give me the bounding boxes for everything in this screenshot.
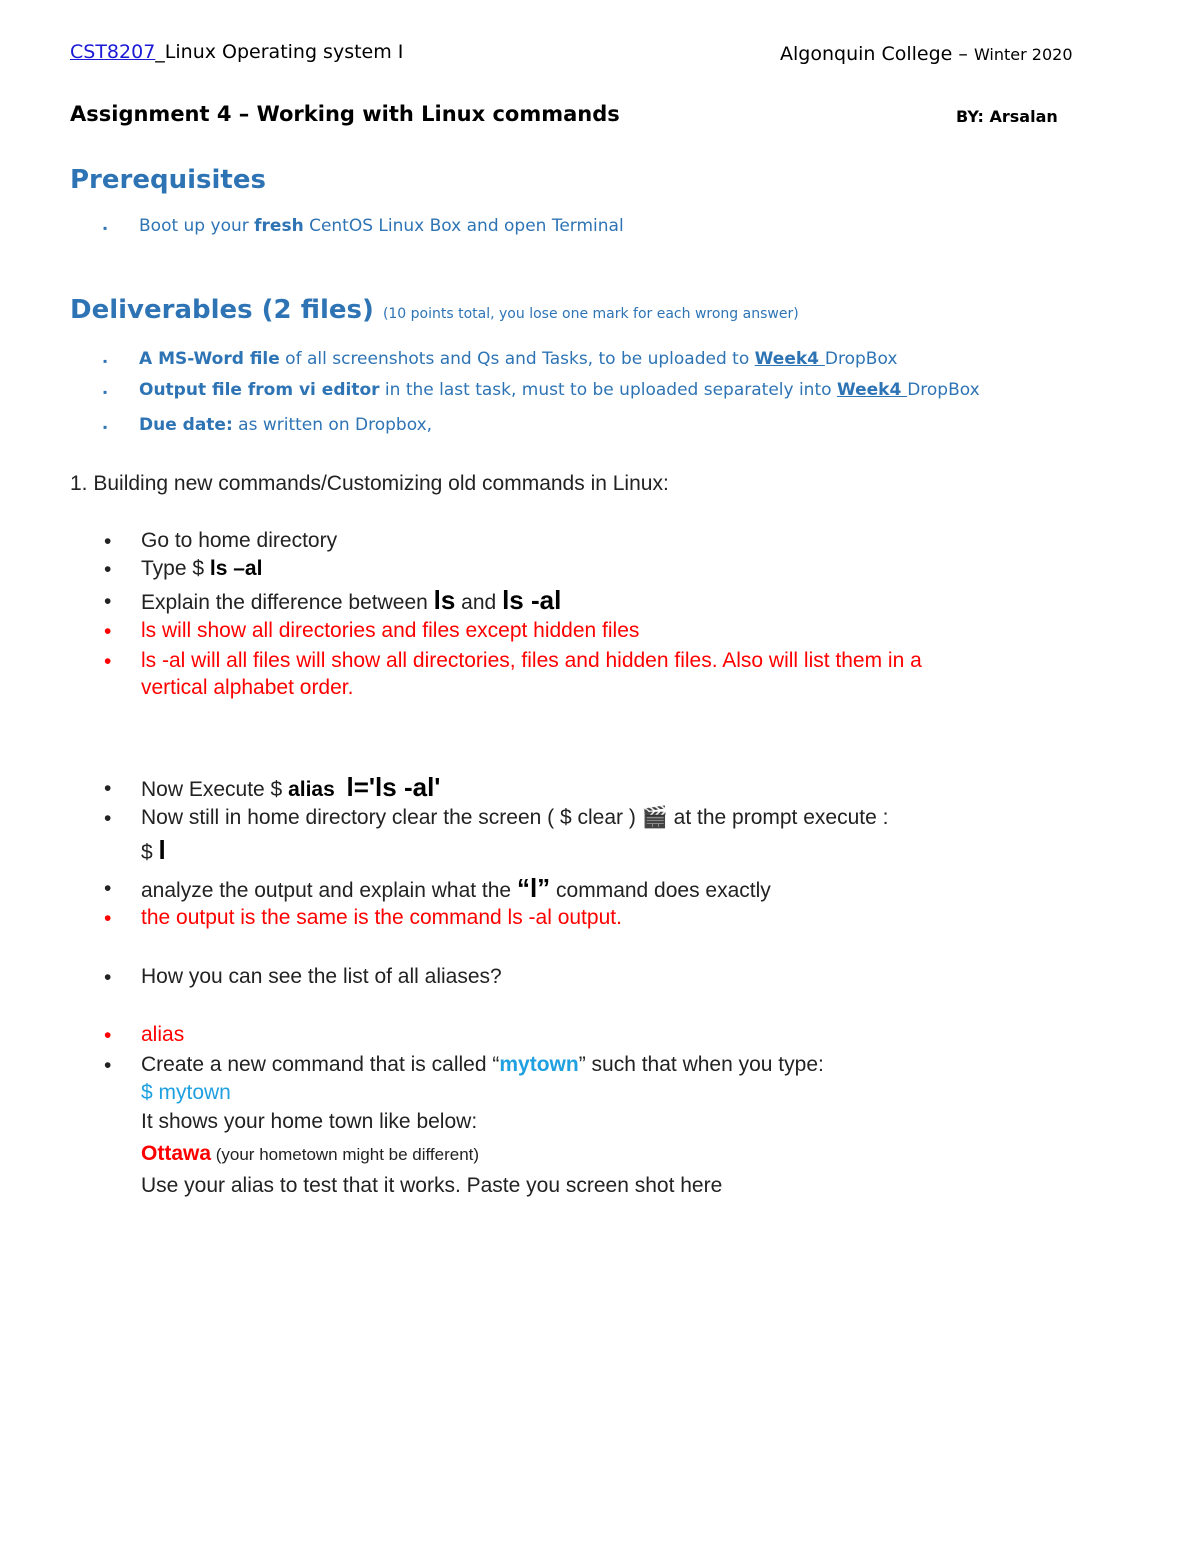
deliverable-text: in the last task, must to be uploaded separately into bbox=[379, 380, 837, 400]
screenshot-instruction: Use your alias to test that it works. Paste you screen shot here bbox=[141, 1174, 723, 1197]
task-text: Now Execute $ bbox=[141, 778, 289, 801]
answer-alias: alias bbox=[141, 1023, 185, 1046]
college-term bbox=[780, 43, 1073, 65]
task-text: Explain the difference between bbox=[141, 591, 434, 614]
task-text: ” such that when you type: bbox=[578, 1053, 824, 1076]
deliverables-heading bbox=[70, 295, 799, 325]
task-clear-screen: Now still in home directory clear the screen ( $ clear ) 🎬 at the prompt execute : bbox=[141, 806, 889, 829]
task-create-mytown bbox=[141, 1053, 824, 1077]
term: Winter 2020 bbox=[973, 45, 1073, 64]
bullet-icon: • bbox=[104, 650, 112, 673]
task-run-l bbox=[141, 835, 166, 866]
deliverable-bold: Output file from vi editor bbox=[139, 380, 380, 400]
bullet-icon: • bbox=[104, 590, 112, 613]
prereq-text-pre: Boot up your bbox=[139, 216, 255, 236]
deliverable-item-word-file bbox=[139, 349, 897, 369]
command-text: ls -al bbox=[502, 585, 562, 615]
prereq-text-post: CentOS Linux Box and open Terminal bbox=[303, 216, 624, 236]
bullet-icon: • bbox=[104, 777, 112, 800]
mytown-command-example: $ mytown bbox=[141, 1081, 231, 1104]
task-text: Type $ bbox=[141, 557, 210, 580]
bullet-icon: • bbox=[104, 558, 112, 581]
page-title: Assignment 4 – Working with Linux commands bbox=[70, 102, 620, 126]
square-bullet-icon: ▪ bbox=[103, 221, 108, 235]
prereq-text-bold: fresh bbox=[254, 216, 304, 236]
task-alias bbox=[141, 772, 441, 803]
week4-link[interactable]: Week4 bbox=[754, 349, 825, 369]
command-text: mytown bbox=[499, 1053, 579, 1076]
hometown-example bbox=[141, 1142, 479, 1166]
deliverable-tail: DropBox bbox=[824, 349, 898, 369]
prerequisites-heading: Prerequisites bbox=[70, 165, 266, 195]
task-text: Create a new command that is called “ bbox=[141, 1053, 500, 1076]
bullet-icon: • bbox=[104, 877, 112, 900]
bullet-icon: • bbox=[104, 907, 112, 930]
hometown-instruction: It shows your home town like below: bbox=[141, 1110, 478, 1133]
bullet-icon: • bbox=[104, 1024, 112, 1047]
college-name: Algonquin College – bbox=[780, 43, 968, 65]
task-list-aliases: How you can see the list of all aliases? bbox=[141, 965, 502, 988]
bullet-icon: • bbox=[104, 530, 112, 553]
deliverable-text: of all screenshots and Qs and Tasks, to be uploaded to bbox=[279, 349, 755, 369]
deliverable-bold: Due date: bbox=[139, 415, 233, 435]
deliverable-item-due-date bbox=[139, 415, 432, 435]
task-go-home: Go to home directory bbox=[141, 529, 338, 552]
task-text: $ bbox=[141, 841, 159, 864]
week4-link[interactable]: Week4 bbox=[836, 380, 908, 400]
deliverable-item-vi-output bbox=[139, 380, 980, 400]
command-text: l bbox=[158, 835, 166, 865]
task-text: command does exactly bbox=[550, 879, 771, 902]
deliverable-tail: DropBox bbox=[907, 380, 980, 400]
bullet-icon: • bbox=[104, 620, 112, 643]
square-bullet-icon: ▪ bbox=[103, 354, 108, 368]
deliverable-bold: A MS-Word file bbox=[139, 349, 280, 369]
section-heading: 1. Building new commands/Customizing old commands in Linux: bbox=[70, 472, 669, 495]
square-bullet-icon: ▪ bbox=[103, 420, 108, 434]
command-text: “l” bbox=[516, 873, 551, 903]
course-name: _Linux Operating system I bbox=[155, 41, 404, 63]
answer-ls-al-line2: vertical alphabet order. bbox=[141, 676, 354, 699]
task-explain-difference bbox=[141, 585, 561, 616]
bullet-icon: • bbox=[104, 1054, 112, 1077]
hometown-note: (your hometown might be different) bbox=[211, 1145, 480, 1164]
command-text: ls –al bbox=[209, 557, 263, 580]
course-code-link[interactable]: CST8207 bbox=[70, 41, 156, 63]
square-bullet-icon: ▪ bbox=[103, 385, 108, 399]
answer-ls-al-line1: ls -al will all files will show all directories, files and hidden files. Also will list them in a bbox=[141, 649, 922, 672]
command-text: l='ls -al' bbox=[346, 772, 441, 802]
task-text: analyze the output and explain what the bbox=[141, 879, 517, 902]
deliverables-title: Deliverables (2 files) bbox=[70, 295, 374, 325]
deliverable-text: as written on Dropbox, bbox=[232, 415, 433, 435]
author: BY: Arsalan bbox=[956, 107, 1058, 126]
task-type-ls bbox=[141, 557, 262, 581]
course-header bbox=[70, 41, 403, 63]
prerequisite-item bbox=[139, 216, 624, 236]
hometown-name: Ottawa bbox=[141, 1142, 212, 1165]
bullet-icon: • bbox=[104, 966, 112, 989]
command-text: alias bbox=[288, 778, 335, 801]
bullet-icon: • bbox=[104, 807, 112, 830]
task-text: and bbox=[455, 591, 503, 614]
answer-ls: ls will show all directories and files except hidden files bbox=[141, 619, 640, 642]
deliverables-note: (10 points total, you lose one mark for each wrong answer) bbox=[382, 306, 799, 322]
task-analyze-output bbox=[141, 873, 771, 904]
answer-l-output: the output is the same is the command ls -al output. bbox=[141, 906, 622, 929]
command-text: ls bbox=[433, 585, 456, 615]
